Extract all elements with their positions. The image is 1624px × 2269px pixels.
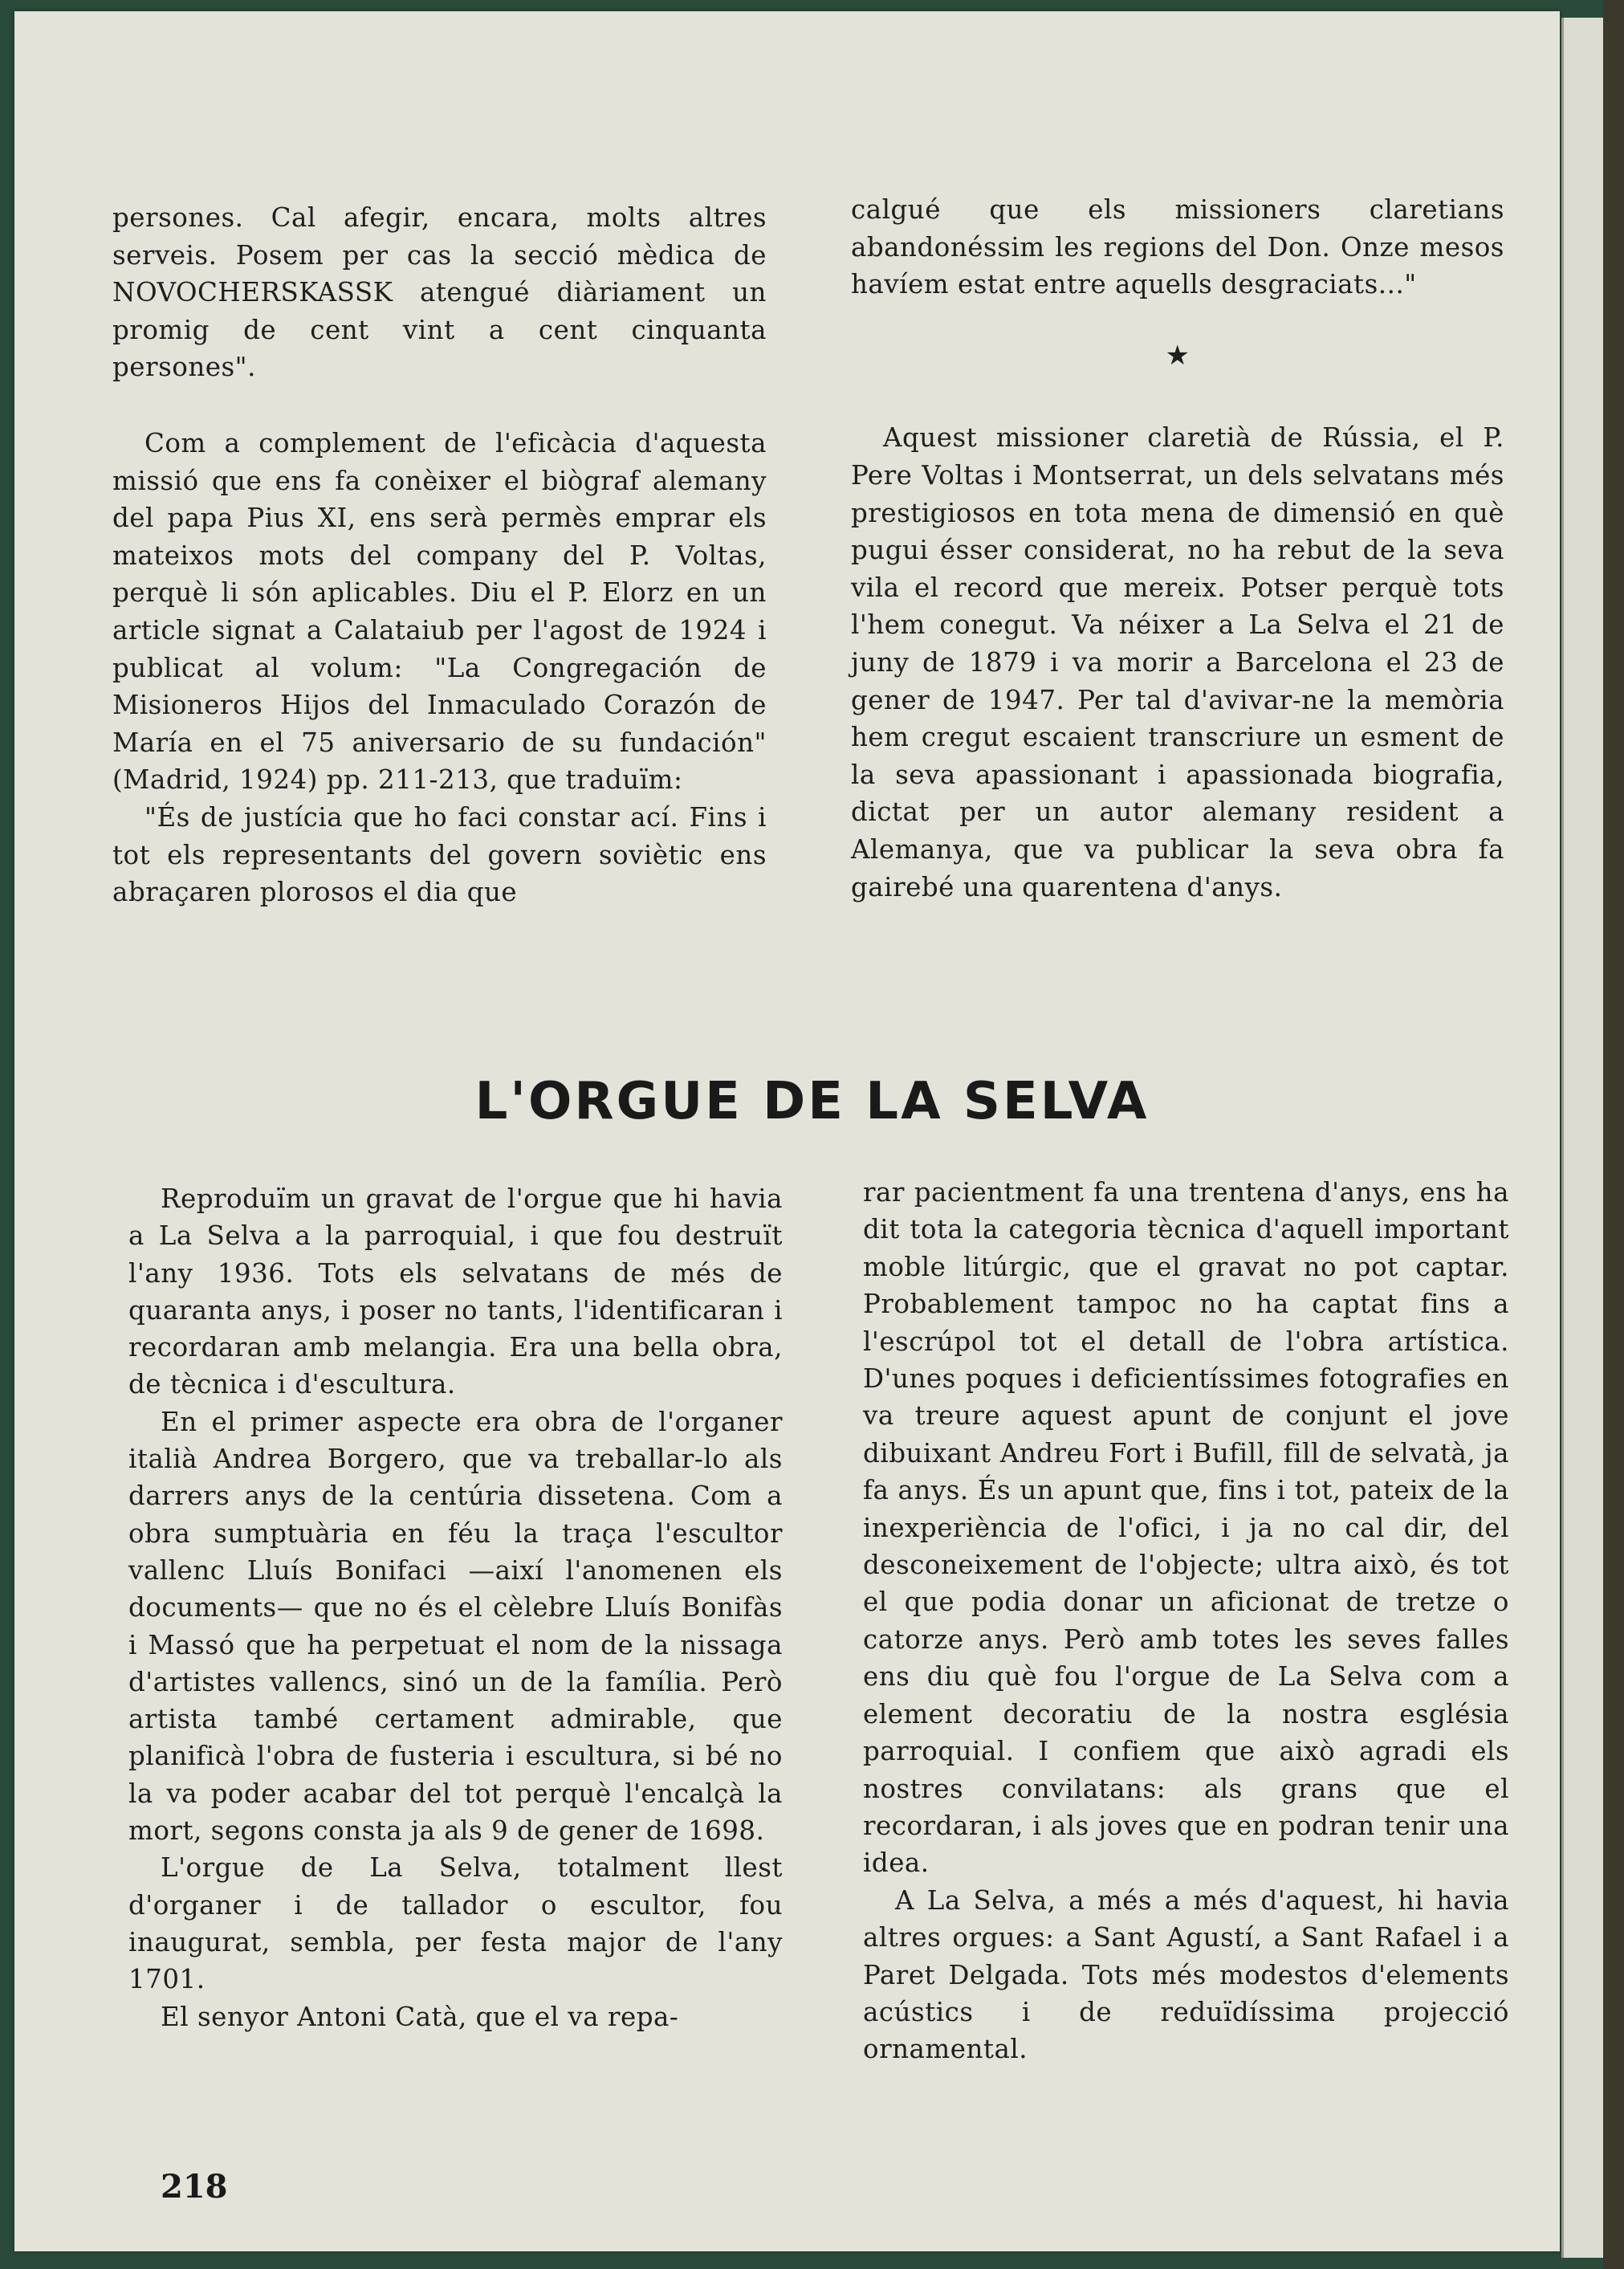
paragraph: persones. Cal afegir, encara, molts altres serveis. Posem per cas la secció mèdica de NOVOCHERSKASSK atengué diàriament un promig de cent vint a cent cinquanta persones". [112,202,767,383]
paragraph: rar pacientment fa una trentena d'anys, ens ha dit tota la categoria tècnica d'aquell important moble litúrgic, que el gravat no pot captar. Probablement tampoc no ha captat fins a l'escrúpol tot el detall de l'obra artística. D'unes poques i deficientíssimes fotografies en va treure aquest apunt de conjunt el jove dibuixant Andreu Fort i Bufill, fill de selvatà, ja fa anys. És un apunt que, fins i tot, pateix de la inexperiència de l'ofici, i ja no cal dir, del desconeixement de l'objecte; ultra això, és tot el que podia donar un aficionat de tretze o catorze anys. Però amb totes les seves falles ens diu què fou l'orgue de La Selva com a element decoratiu de la nostra església parroquial. I confiem que això agradi els nostres convilatans: als grans que el recordaran, i als joves que en podran tenir una idea. [863,1177,1509,1879]
binding-strip [1603,0,1624,2269]
bottom-left-column [128,1180,783,2035]
paragraph: Reproduïm un gravat de l'orgue que hi havia a La Selva a la parroquial, i que fou destruït l'any 1936. Tots els selvatans de més de quaranta anys, i poser no tants, l'identificaran i recordaran amb melangia. Era una bella obra, de tècnica i d'escultura. [128,1183,783,1400]
paragraph-continuation: calgué que els missioners claretians abandonéssim les regions del Don. Onze mesos havíem estat entre aquells desgraciats..." [851,194,1504,300]
top-left-column [112,199,767,911]
page-number: 218 [161,2168,228,2206]
top-right-column [851,191,1504,906]
paragraph: "És de justícia que ho faci constar ací. Fins i tot els representants del govern soviètic ens abraçaren plorosos el dia que [112,801,767,908]
section-title: L'ORGUE DE LA SELVA [474,1072,1150,1131]
paragraph: A La Selva, a més a més d'aquest, hi havia altres orgues: a Sant Agustí, a Sant Rafael i a Paret Delgada. Tots més modestos d'elements acústics i de reduïdíssima projecció ornamental. [863,1884,1509,2065]
bottom-right-column [863,1174,1509,2068]
paragraph: En el primer aspecte era obra de l'organer italià Andrea Borgero, que va treballar-lo als darrers anys de la centúria dissetena. Com a obra sumptuària en féu la traça l'escultor vallenc Lluís Bonifaci —així l'anomenen els documents— que no és el cèlebre Lluís Bonifàs i Massó que ha perpetuat el nom de la nissaga d'artistes vallencs, sinó un de la família. Però artista també certament admirable, que planificà l'obra de fusteria i escultura, si bé no la va poder acabar del tot perquè l'encalçà la mort, segons consta ja als 9 de gener de 1698. [128,1406,783,1847]
paragraph: El senyor Antoni Catà, que el va repa- [161,2001,679,2032]
paragraph: L'orgue de La Selva, totalment llest d'organer i de tallador o escultor, fou inaugurat, sembla, per festa major de l'any 1701. [128,1852,783,1995]
paragraph: Aquest missioner claretià de Rússia, el P. Pere Voltas i Montserrat, un dels selvatans més prestigiosos en tota mena de dimensió en què pugui ésser considerat, no ha rebut de la seva vila el record que mereix. Potser perquè tots l'hem conegut. Va néixer a La Selva el 21 de juny de 1879 i va morir a Barcelona el 23 de gener de 1947. Per tal d'avivar-ne la memòria hem cregut escaient transcriure un esment de la seva apassionant i apassionada biografia, dictat per un autor alemany resident a Alemanya, que va publicar la seva obra fa gairebé una quarentena d'anys. [851,422,1504,902]
next-page-edge [1561,18,1606,2258]
star-separator-icon: ★ [1165,339,1191,372]
paragraph: Com a complement de l'eficàcia d'aquesta missió que ens fa conèixer el biògraf alemany del papa Pius XI, ens serà permès emprar els mateixos mots del company del P. Voltas, perquè li són aplicables. Diu el P. Elorz en un article signat a Calataiub per l'agost de 1924 i publicat al volum: "La Congregación de Misioneros Hijos del Inmaculado Corazón de María en el 75 aniversario de su fundación" (Madrid, 1924) pp. 211-213, que traduïm: [112,427,767,796]
